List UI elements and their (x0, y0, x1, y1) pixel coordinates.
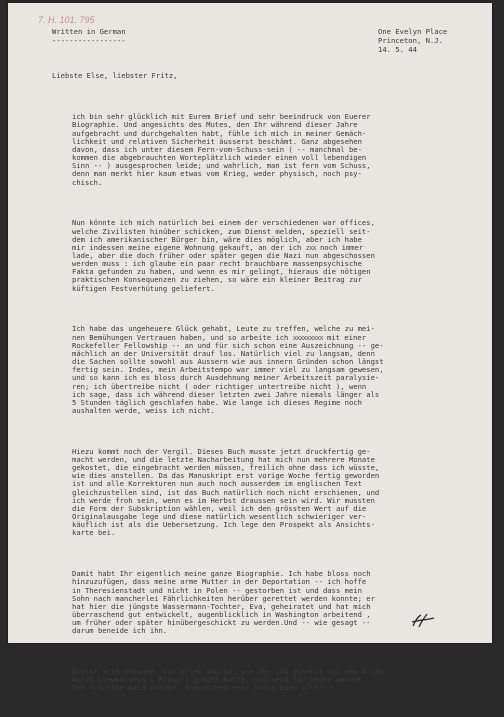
line: werden muss : ich glaube ein paar recht brauchbare massenpsychische (72, 259, 362, 269)
line: Originalausgabe lege und diese natürlich wesentlich schwieriger ver- (72, 512, 367, 522)
line: lade, aber die doch früher oder später gegen die Nazi nun abgeschossen (72, 251, 375, 260)
line: hinzuzufügen, dass meine arme Mutter in der Deportation -- ich hoffe (72, 577, 367, 587)
line-segment: mit einer (322, 332, 366, 342)
paragraph-1 (72, 113, 482, 186)
line: welche Zivilisten hinüber schicken, zum Dienst melden, speziell seit- (72, 226, 371, 236)
letter-sheet (8, 3, 492, 693)
line: Grüsst alle Freunde, vor allem Ingrid, von der ich zuletzt vor dem Krieg (72, 667, 384, 677)
line: die Form der Subskription wählen, weil ich den grössten Wert auf die (72, 503, 367, 513)
line: überraschend gut entwickelt, augenblicklich in Washington arbeitend , (72, 609, 371, 619)
line: davon, dass ich unter diesem Fern-vom-Schuss-sein ( -- manchmal be- (72, 144, 362, 154)
line: darum beneide ich ihn. (72, 626, 168, 636)
line: Nun könnte ich mich natürlich bei einem der verschiedenen war offices, (72, 218, 375, 228)
line: küftigen Festverhütung geliefert. (72, 283, 215, 293)
line: Fakta gefunden zu haben, und wenn es mir gelingt, hieraus die nötigen (72, 267, 371, 277)
line: aushalten werde, weiss ich nicht. (72, 406, 215, 415)
line: fertig sein. Indes, mein Arbeitstempo war immer viel zu langsam gewesen, (72, 365, 384, 375)
line: hat hier die jüngste Wassermann-Tochter, Eva, geheiratet und hat mich (72, 601, 371, 611)
line: um früher oder später hinübergeschickt zu werden.Und -- wie gesagt -- (72, 618, 371, 628)
header-left-underline: ----------------- (52, 36, 126, 45)
line: chisch. (72, 177, 103, 187)
address-line-1: One Evelyn Place (378, 27, 448, 36)
line: denn man merkt hier kaum etwas vom Krieg, weder physisch, noch psy- (72, 169, 362, 179)
line: ich bin sehr glücklich mit Eurem Brief und sehr beeindruck von Euerer (72, 112, 371, 122)
line-segment: nen Bemühungen Vertrauen haben, und so arbeite ich (72, 332, 293, 342)
line: und so kann ich es bloss durch Ausdehnung meiner Arbeitszeit paralysie- (72, 373, 380, 383)
paragraph-3 (72, 325, 482, 415)
line: ren; ich übertreibe nicht ( oder richtiger untertreibe nicht ), wenn (72, 381, 367, 391)
salutation: Liebste Else, liebster Fritz, (52, 71, 178, 80)
signature-mark (410, 613, 436, 629)
address-line-2: Princeton, N.J. (378, 36, 443, 45)
line: ich sage, dass ich während dieser letzten zwei Jahre niemals länger als (72, 389, 380, 399)
line: durch Loewenstein ( Prinz ) gehört hatte, und seid für heute umarmt. (72, 675, 367, 685)
paragraph-6 (72, 668, 482, 692)
line: karte bei. (72, 528, 116, 538)
line: praktischen Konsequenzen zu ziehen, so wäre ein kleiner Beitrag zur (72, 275, 362, 285)
line: gekostet, die eingebracht werden müssen, freilich ohne dass ich wüsste, (72, 463, 380, 473)
line: ich werde froh sein, wenn es im Herbst draussen sein wird. Wir mussten (72, 495, 375, 505)
header-left-line: Written in German (52, 27, 126, 36)
line-segment: noch immer (319, 242, 364, 252)
header-left (52, 27, 126, 45)
line: gleichzustellen sind, ist das Buch natürlich noch nicht erschienen, und (72, 487, 380, 497)
line: käuflich ist als die Uebersetzung. Ich lege den Prospekt als Ansichts- (72, 520, 375, 530)
line: macht werden, und die letzte Nacharbeitung hat mich nun mehrere Monate (72, 454, 375, 464)
line: kommen die abgebrauchten Worteplätzlich wieder einen voll lebendigen (72, 153, 367, 163)
line: in Theresienstadt und nicht in Polen -- gestorben ist und dass mein (72, 585, 362, 595)
line: Biographie. Und angesichts des Mutes, den Ihr während dieser Jahre (72, 120, 358, 130)
line: Sohn nach mancherlei Fährlichkeiten herüber gerettet werden konnte; er (72, 593, 375, 603)
line: ist und alle Korrekturen nun auch noch ausserdem im englischen Text (72, 479, 362, 489)
paragraph-4 (72, 448, 482, 538)
paragraph-2 (72, 219, 482, 292)
line: dem ich amerikanischer Bürger bin, wäre dies möglich, aber ich habe (72, 234, 362, 244)
line: die Sachen sollte sowohl aus Aussern wie aus innern Gründen schon längst (72, 357, 384, 367)
line: wie dies anstellen. Da das Manuskript erst vorige Woche fertig geworden (72, 471, 380, 481)
line: Rockefeller Fellowship -- an und für sich schon eine Auszeichnung -- ge- (72, 340, 384, 350)
line: Ich habe das ungeheuere Glück gehabt, Leute zu treffen, welche zu mei- (72, 324, 375, 334)
line: aufgebracht und durchgehalten habt, fühle ich mich in meiner Gemäch- (72, 128, 367, 138)
line-segment: mir indessen meine eigene Wohnung gekauft, an der ich (72, 242, 306, 252)
strikeout-mark: zxx (305, 242, 316, 252)
line: mächlich an der Universität drauf los. Natürlich viel zu langsam, denn (72, 348, 375, 358)
line: lichkeit und relativen Sicherheit äusserst beschämt. Ganz abgesehen (72, 136, 362, 146)
line: Ich schreibe bald wieder. Inzwischen sehr innig Euer alter (72, 683, 323, 693)
line: 5 Stunden täglich geschlafen habe. Wie lange ich dieses Regime noch (72, 397, 362, 407)
strikeout-mark: xxxxxxxxx (292, 332, 323, 342)
archive-annotation: 7. H. 101. 795 (38, 15, 95, 25)
header-right (378, 27, 447, 54)
line: Sinn -- ) ausgesprochen leide; und wahrlich, man ist fern vom Schuss, (72, 161, 371, 171)
line: Damit habt Ihr eigentlich meine ganze Biographie. Ich habe bloss noch (72, 569, 371, 579)
letter-date: 14. 5. 44 (378, 45, 417, 54)
line: Hiezu kommt noch der Vergil. Dieses Buch musste jetzt druckfertig ge- (72, 446, 371, 456)
